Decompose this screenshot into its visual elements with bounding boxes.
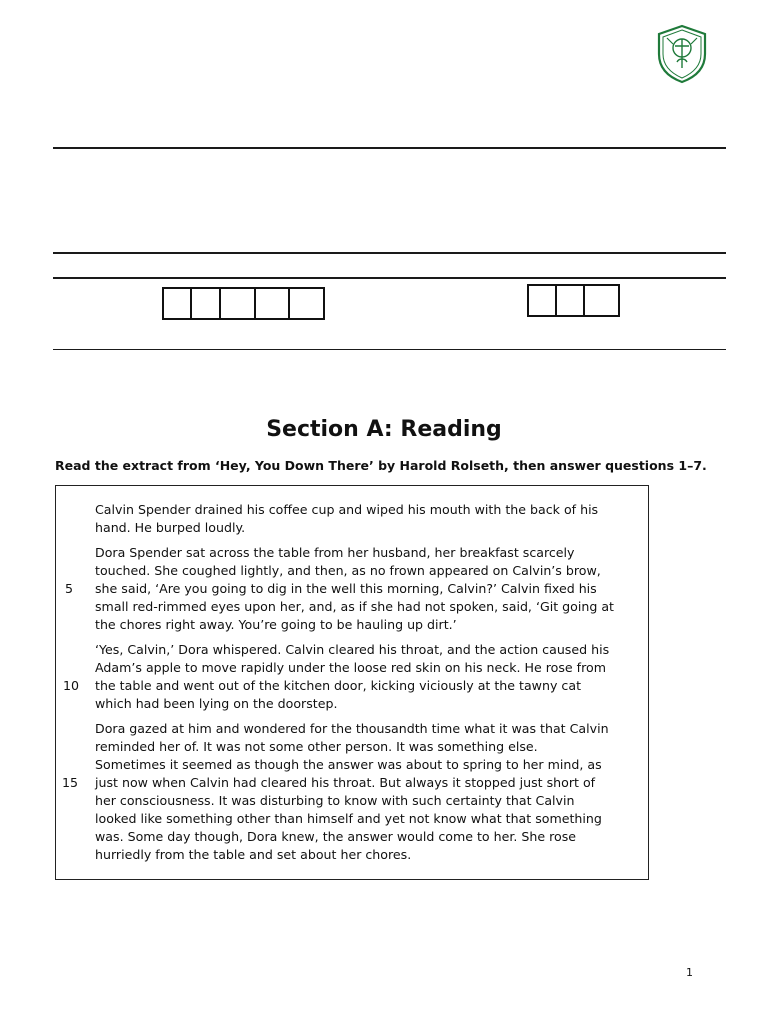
line-number: 15: [62, 775, 79, 790]
page-number: 1: [686, 966, 693, 979]
extract-box: [55, 485, 649, 880]
passage-line: just now when Calvin had cleared his throat. But always it stopped just short of: [95, 775, 596, 790]
passage-line: her consciousness. It was disturbing to know with such certainty that Calvin: [95, 793, 575, 808]
line-number: 10: [63, 678, 80, 693]
candidate-box[interactable]: [192, 289, 221, 318]
candidate-box[interactable]: [164, 289, 192, 318]
centre-number-boxes[interactable]: [527, 284, 620, 317]
passage-line: touched. She coughed lightly, and then, as no frown appeared on Calvin’s brow,: [95, 563, 601, 578]
passage-line: Calvin Spender drained his coffee cup and wiped his mouth with the back of his: [95, 502, 599, 517]
candidate-box[interactable]: [290, 289, 323, 318]
passage-line: ‘Yes, Calvin,’ Dora whispered. Calvin cleared his throat, and the action caused his: [95, 642, 610, 657]
passage-line: Dora Spender sat across the table from her husband, her breakfast scarcely: [95, 545, 575, 560]
section-title: Section A: Reading: [266, 417, 502, 442]
passage-line: she said, ‘Are you going to dig in the well this morning, Calvin?’ Calvin fixed his: [95, 581, 597, 596]
passage-line: small red-rimmed eyes upon her, and, as if she had not spoken, said, ‘Git going at: [95, 599, 614, 614]
header-rule-1: [53, 147, 726, 149]
passage-line: Sometimes it seemed as though the answer was about to spring to her mind, as: [95, 757, 602, 772]
passage-line: looked like something other than himself and yet not know what that something: [95, 811, 602, 826]
candidate-box[interactable]: [256, 289, 290, 318]
candidate-number-boxes[interactable]: [162, 287, 325, 320]
passage-line: the chores right away. You’re going to be hauling up dirt.’: [95, 617, 457, 632]
centre-box[interactable]: [529, 286, 557, 315]
passage-line: reminded her of. It was not some other person. It was something else.: [95, 739, 538, 754]
header-rule-2: [53, 252, 726, 254]
reading-instruction: Read the extract from ‘Hey, You Down There’ by Harold Rolseth, then answer questions 1–7.: [55, 458, 707, 473]
passage-line: which had been lying on the doorstep.: [95, 696, 338, 711]
passage-line: hand. He burped loudly.: [95, 520, 246, 535]
header-rule-4: [53, 349, 726, 350]
passage-line: was. Some day though, Dora knew, the answer would come to her. She rose: [95, 829, 577, 844]
header-rule-3: [53, 277, 726, 279]
passage-line: the table and went out of the kitchen door, kicking viciously at the tawny cat: [95, 678, 582, 693]
passage-line: Adam’s apple to move rapidly under the loose red skin on his neck. He rose from: [95, 660, 606, 675]
passage-line: hurriedly from the table and set about her chores.: [95, 847, 412, 862]
school-crest-logo: [655, 24, 709, 84]
centre-box[interactable]: [557, 286, 585, 315]
line-number: 5: [65, 581, 74, 596]
centre-box[interactable]: [585, 286, 618, 315]
candidate-box[interactable]: [221, 289, 256, 318]
passage-line: Dora gazed at him and wondered for the thousandth time what it was that Calvin: [95, 721, 609, 736]
